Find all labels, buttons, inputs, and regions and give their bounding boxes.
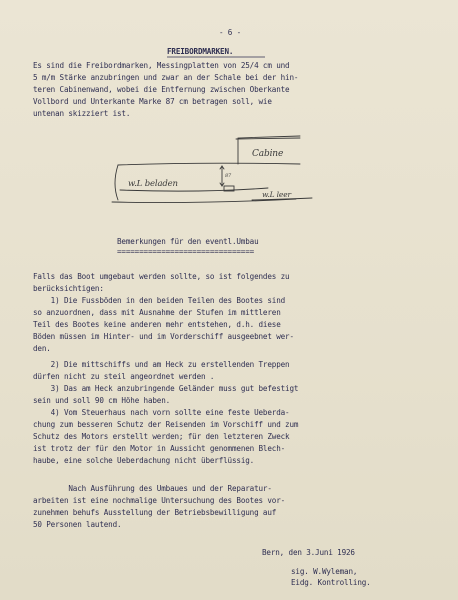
closing-line: zunehmen behufs Ausstellung der Betriebsbewilligung auf	[33, 508, 277, 517]
dimension-label: 87	[225, 173, 232, 179]
intro-line: Es sind die Freibordmarken, Messingplatten von 25/4 cm und	[33, 61, 290, 70]
item-line: den.	[33, 344, 51, 353]
document-title: FREIBORDMARKEN.	[167, 47, 234, 56]
date-line: Bern, den 3.Juni 1926	[262, 548, 355, 557]
intro-line: 5 m/m Stärke anzubringen und zwar an der Schale bei der hin-	[33, 73, 299, 82]
item-line: 4) Vom Steuerhaus nach vorn sollte eine feste Ueberda-	[33, 408, 290, 417]
cabin-label: Cabine	[252, 149, 284, 159]
item-line: haube, eine solche Ueberdachung nicht überflüssig.	[33, 456, 255, 465]
page-number: - 6 -	[218, 28, 242, 37]
remarks-heading: Bemerkungen für den eventl.Umbau	[117, 237, 259, 246]
remarks-intro-line: berücksichtigen:	[33, 284, 104, 293]
item-line: Teil des Bootes keine anderen mehr entstehen, d.h. diese	[33, 320, 281, 329]
item-line: Böden müssen im Hinter- und im Vorderschiff ausgeebnet wer-	[33, 332, 294, 341]
intro-line: untenan skizziert ist.	[33, 109, 131, 118]
closing-line: Nach Ausführung des Umbaues und der Reparatur-	[33, 484, 272, 493]
remarks-intro-line: Falls das Boot umgebaut werden sollte, so ist folgendes zu	[33, 272, 290, 281]
item-line: chung zum besseren Schutz der Reisenden im Vorschiff und zum	[33, 420, 299, 429]
item-line: sein und soll 90 cm Höhe haben.	[33, 396, 171, 405]
closing-line: 50 Personen lautend.	[33, 520, 122, 529]
intro-line: Vollbord und Unterkante Marke 87 cm betragen soll, wie	[33, 97, 272, 106]
closing-line: arbeiten ist eine nochmalige Untersuchung des Bootes vor-	[33, 496, 286, 505]
signature-title: Eidg. Kontrolling.	[291, 578, 371, 587]
remarks-underline: ===============================	[117, 247, 255, 256]
intro-line: teren Cabinenwand, wobei die Entfernung zwischen Oberkante	[33, 85, 290, 94]
signature: sig. W.Wyleman,	[291, 567, 358, 576]
item-line: dürfen nicht zu steil angeordnet werden .	[33, 372, 215, 381]
item-line: ist trotz der für den Motor in Aussicht genommenen Blech-	[33, 444, 286, 453]
item-line: 2) Die mittschiffs und am Heck zu erstellenden Treppen	[33, 360, 290, 369]
empty-waterline-label: w.L leer	[262, 190, 291, 199]
item-line: so anzuordnen, dass mit Ausnahme der Stufen im mittleren	[33, 308, 281, 317]
item-line: Schutz des Motors erstellt werden; für den letzteren Zweck	[33, 432, 290, 441]
loaded-waterline-label: w.L beladen	[128, 179, 178, 189]
item-line: 3) Das am Heck anzubringende Geländer muss gut befestigt	[33, 384, 299, 393]
item-line: 1) Die Fussböden in den beiden Teilen des Bootes sind	[33, 296, 286, 305]
